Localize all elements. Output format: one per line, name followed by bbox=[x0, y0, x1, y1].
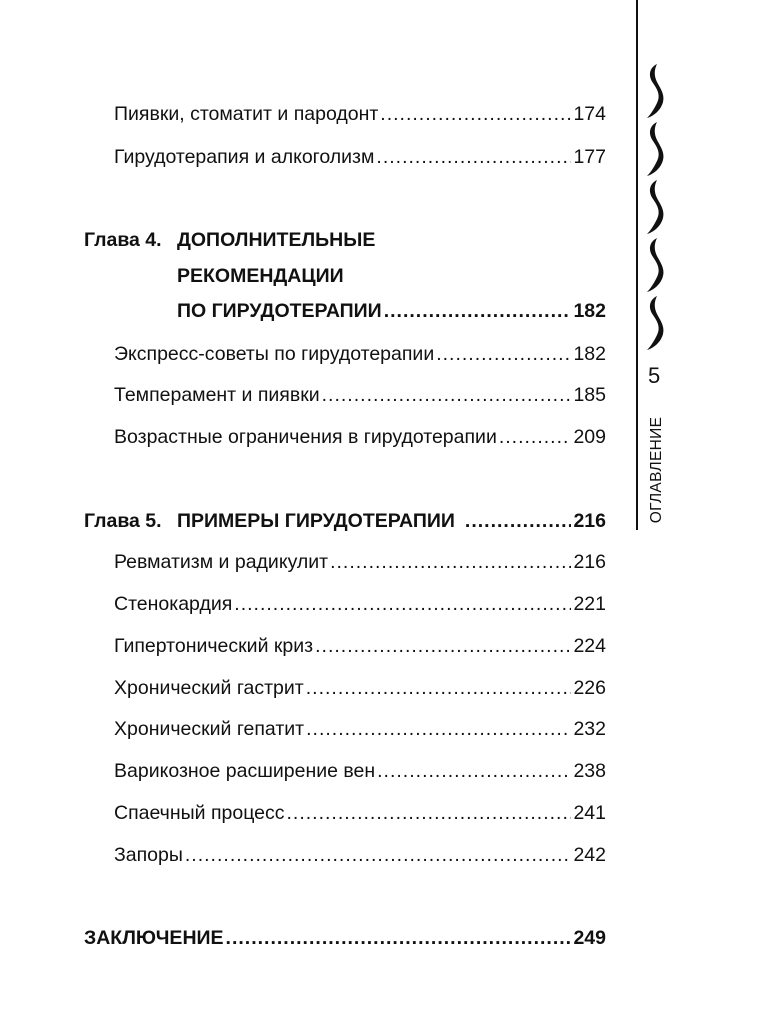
leader-dots bbox=[322, 383, 572, 407]
toc-entry[interactable] bbox=[114, 550, 606, 574]
toc-entry[interactable] bbox=[114, 425, 606, 449]
chapter-4-page: 182 bbox=[573, 300, 606, 322]
toc-entry-title: Гипертонический криз bbox=[114, 635, 314, 657]
leech-icon bbox=[642, 178, 666, 236]
conclusion-page: 249 bbox=[573, 927, 606, 949]
toc-entry-page: 241 bbox=[573, 802, 606, 824]
page-margin bbox=[628, 0, 768, 1033]
toc-entry-title: Запоры bbox=[114, 844, 183, 866]
chapter-5-entry[interactable] bbox=[177, 509, 606, 533]
toc-entry[interactable] bbox=[114, 145, 606, 169]
toc-entry-page: 238 bbox=[573, 760, 606, 782]
leader-dots bbox=[465, 509, 572, 533]
vertical-rule bbox=[636, 0, 638, 530]
toc-entry[interactable] bbox=[114, 717, 606, 741]
toc-entry[interactable] bbox=[114, 634, 606, 658]
leader-dots bbox=[185, 843, 572, 867]
leader-dots bbox=[306, 717, 571, 741]
leader-dots bbox=[376, 145, 571, 169]
leader-dots bbox=[330, 550, 571, 574]
toc-entry-title: Пиявки, стоматит и пародонт bbox=[114, 103, 379, 125]
toc-entry-title: Стенокардия bbox=[114, 593, 233, 615]
chapter-4-title-line-2: РЕКОМЕНДАЦИИ bbox=[177, 265, 344, 287]
leech-icon bbox=[642, 294, 666, 352]
toc-entry[interactable] bbox=[114, 843, 606, 867]
chapter-4-title-line-1: ДОПОЛНИТЕЛЬНЫЕ bbox=[177, 229, 376, 251]
toc-entry-page: 185 bbox=[573, 384, 606, 406]
toc-entry-title: Экспресс-советы по гирудотерапии bbox=[114, 343, 435, 365]
chapter-4-entry[interactable] bbox=[177, 299, 606, 323]
chapter-4-title-line-3: ПО ГИРУДОТЕРАПИИ bbox=[177, 300, 382, 322]
leader-dots bbox=[384, 299, 572, 323]
toc-entry-title: Ревматизм и радикулит bbox=[114, 551, 329, 573]
leader-dots bbox=[286, 801, 571, 825]
toc-entry-title: Варикозное расширение вен bbox=[114, 760, 376, 782]
toc-entry-title: Возрастные ограничения в гирудотерапии bbox=[114, 426, 497, 448]
page-number: 5 bbox=[648, 363, 661, 388]
toc-entry-page: 232 bbox=[573, 718, 606, 740]
leader-dots bbox=[499, 425, 572, 449]
toc-entry-title: Темперамент и пиявки bbox=[114, 384, 320, 406]
toc-entry[interactable] bbox=[114, 383, 606, 407]
toc-entry[interactable] bbox=[114, 759, 606, 783]
toc-entry[interactable] bbox=[114, 102, 606, 126]
toc-entry-title: Гирудотерапия и алкоголизм bbox=[114, 146, 375, 168]
leader-dots bbox=[380, 102, 571, 126]
leader-dots bbox=[234, 592, 571, 616]
leader-dots bbox=[226, 926, 572, 950]
toc-entry-page: 216 bbox=[573, 551, 606, 573]
toc-entry-title: Спаечный процесс bbox=[114, 802, 285, 824]
toc-entry[interactable] bbox=[114, 801, 606, 825]
conclusion-entry[interactable] bbox=[84, 926, 606, 950]
toc-entry-page: 174 bbox=[573, 103, 606, 125]
leech-icon bbox=[642, 236, 666, 294]
chapter-4-label: Глава 4. bbox=[84, 229, 162, 251]
chapter-5-label: Глава 5. bbox=[84, 510, 162, 532]
toc-entry-page: 209 bbox=[573, 426, 606, 448]
toc-entry-page: 224 bbox=[573, 635, 606, 657]
toc-entry-page: 226 bbox=[573, 677, 606, 699]
toc-entry-page: 221 bbox=[573, 593, 606, 615]
chapter-5-title: ПРИМЕРЫ ГИРУДОТЕРАПИИ bbox=[177, 510, 455, 532]
toc-entry[interactable] bbox=[114, 592, 606, 616]
toc-entry-page: 242 bbox=[573, 844, 606, 866]
leech-icon bbox=[642, 62, 666, 120]
toc-entry-page: 177 bbox=[573, 146, 606, 168]
toc-entry-title: Хронический гастрит bbox=[114, 677, 304, 699]
leader-dots bbox=[436, 342, 571, 366]
leader-dots bbox=[315, 634, 571, 658]
leech-icon bbox=[642, 120, 666, 178]
chapter-5-page: 216 bbox=[573, 510, 606, 532]
section-label: ОГЛАВЛЕНИЕ bbox=[648, 416, 665, 524]
toc-entry-title: Хронический гепатит bbox=[114, 718, 305, 740]
leader-dots bbox=[306, 676, 572, 700]
leader-dots bbox=[377, 759, 571, 783]
toc-entry[interactable] bbox=[114, 676, 606, 700]
conclusion-title: ЗАКЛЮЧЕНИЕ bbox=[84, 927, 224, 949]
toc-entry[interactable] bbox=[114, 342, 606, 366]
toc-entry-page: 182 bbox=[573, 343, 606, 365]
